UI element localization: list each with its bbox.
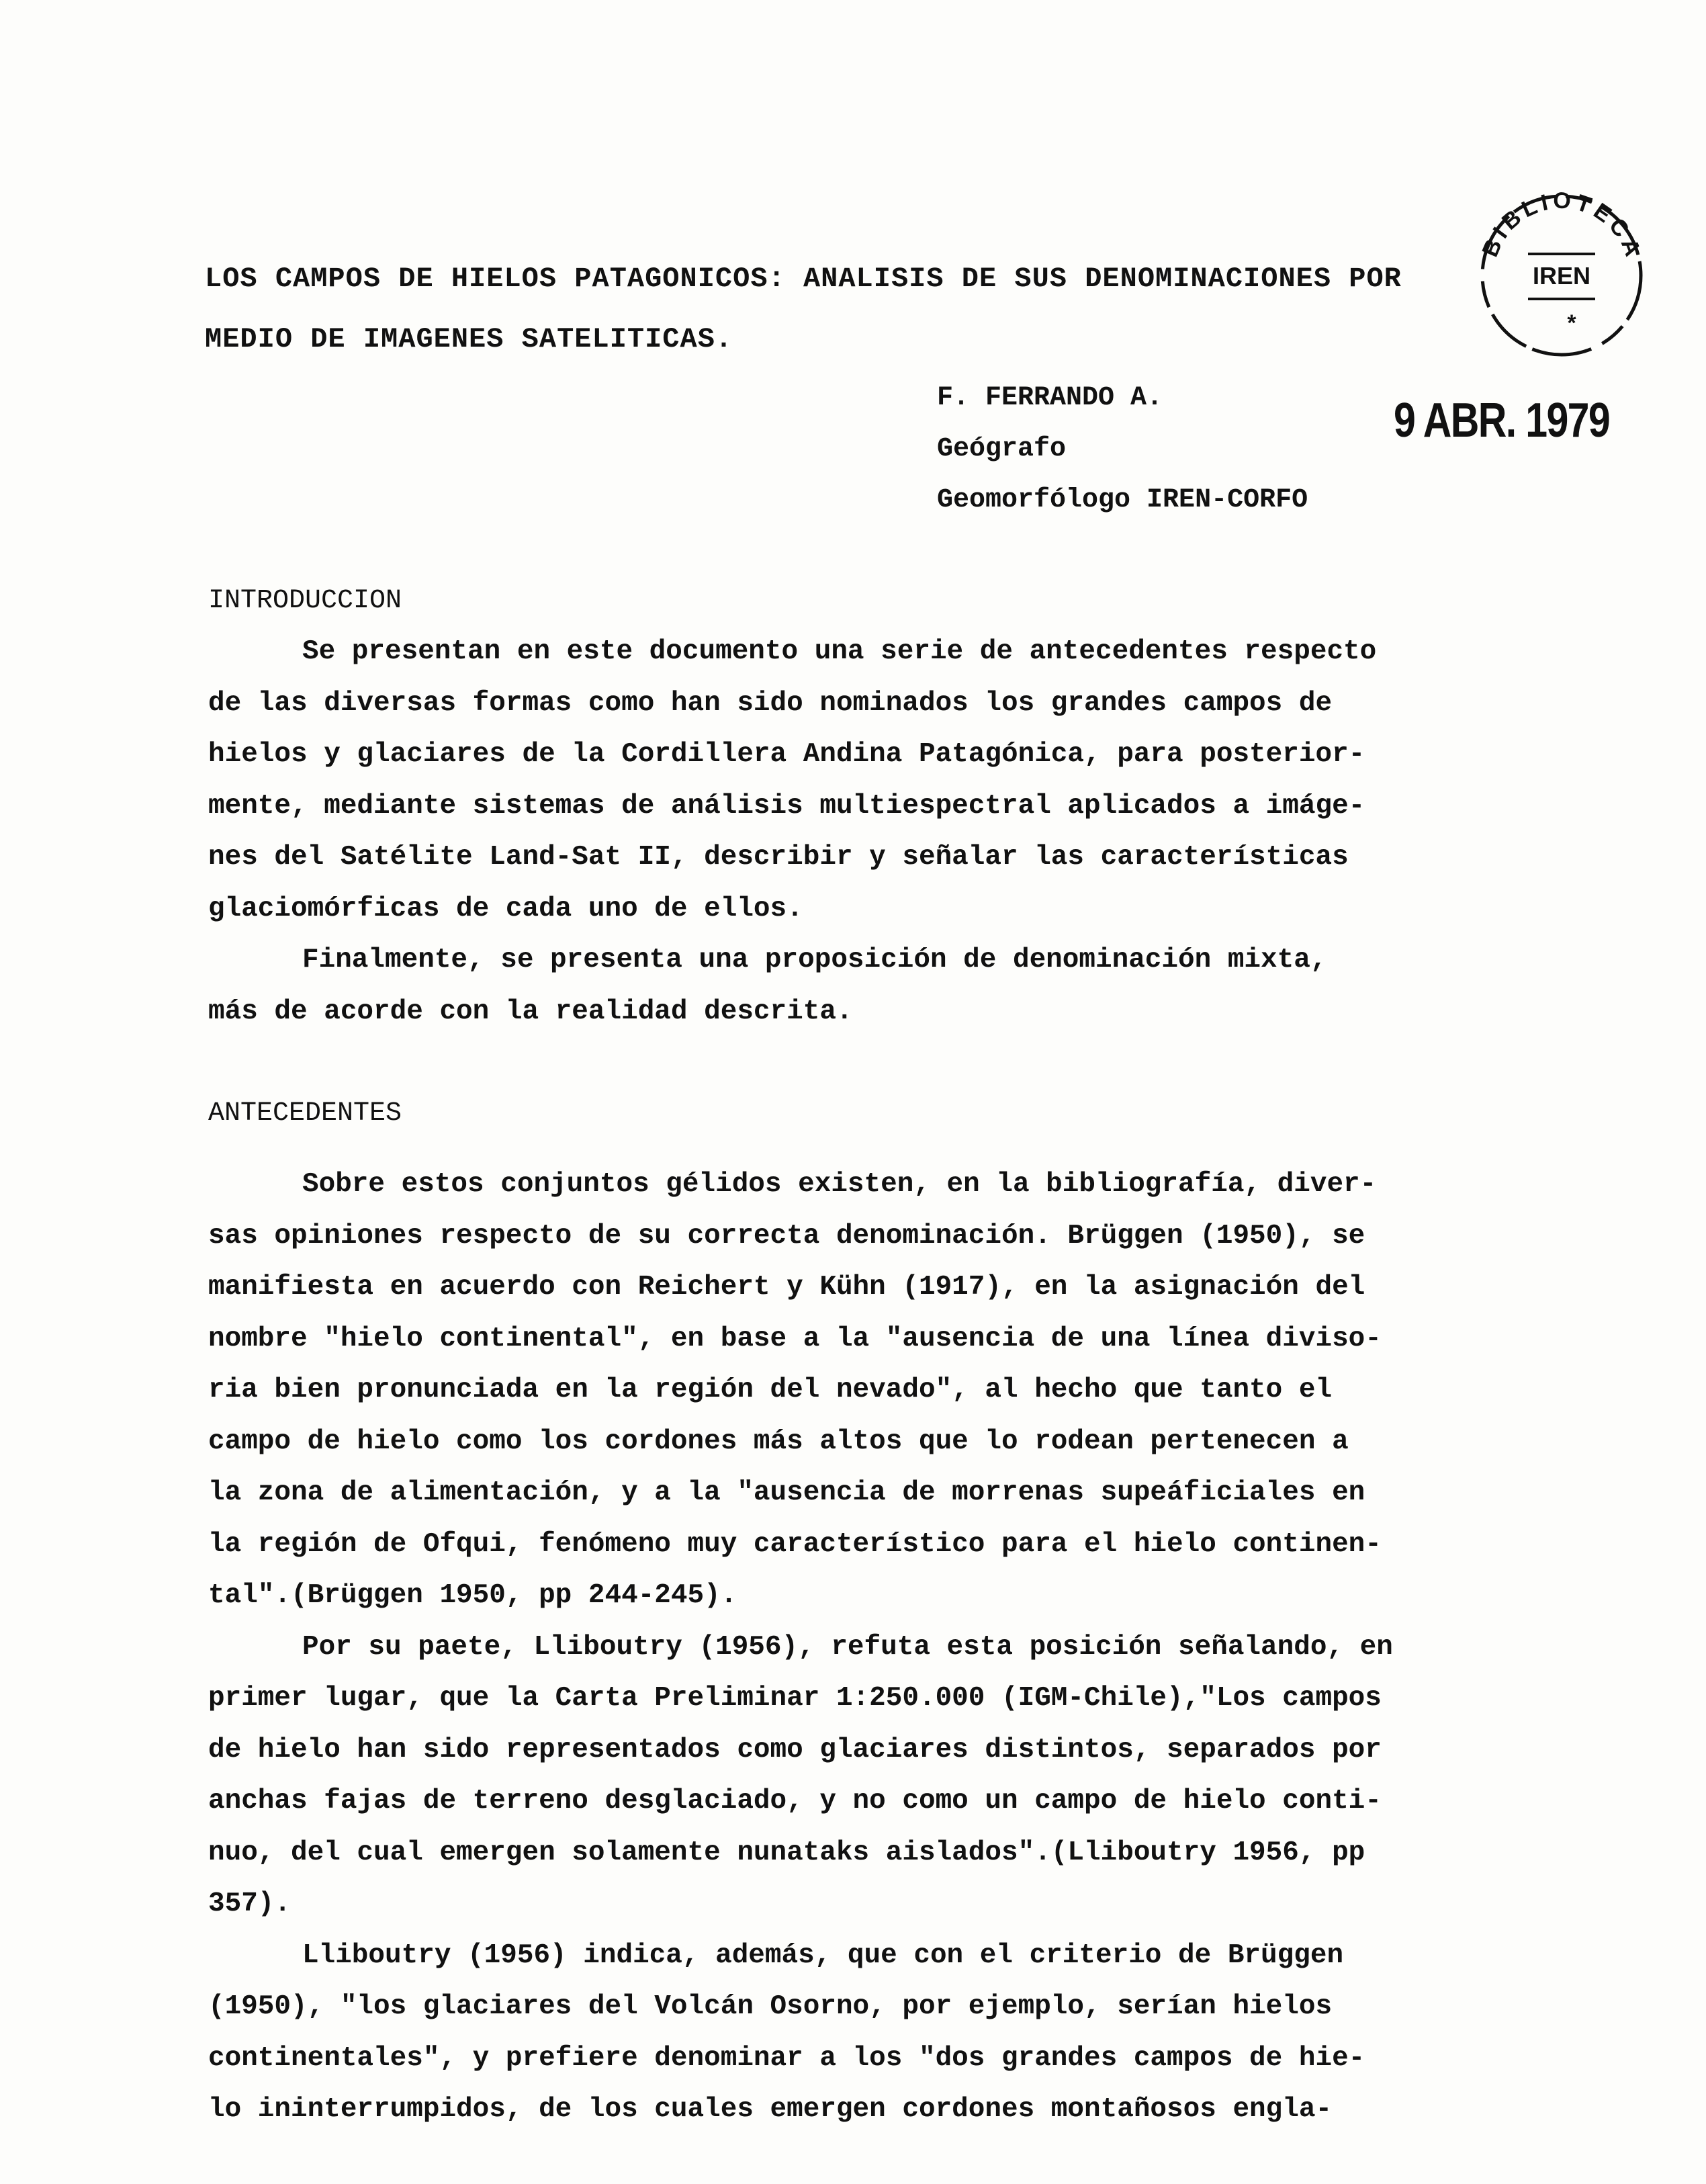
- text-line: Se presentan en este documento una serie de antecedentes respecto: [302, 636, 1377, 667]
- text-line: mente, mediante sistemas de análisis multiespectral aplicados a imáge-: [208, 790, 1365, 822]
- text-line: manifiesta en acuerdo con Reichert y Kühn (1917), en la asignación del: [208, 1272, 1365, 1303]
- text-line: nuo, del cual emergen solamente nunataks aislados".(Lliboutry 1956, pp: [208, 1837, 1365, 1868]
- text-line: campo de hielo como los cordones más altos que lo rodean pertenecen a: [208, 1426, 1349, 1457]
- text-line: la región de Ofqui, fenómeno muy característico para el hielo continen-: [208, 1528, 1382, 1560]
- stamp-arc-text: BIBLIOTECA: [1477, 187, 1648, 263]
- text-line: nes del Satélite Land-Sat II, describir y señalar las características: [208, 842, 1349, 873]
- author-role-1: Geógrafo: [937, 434, 1067, 464]
- heading-antecedentes: ANTECEDENTES: [208, 1098, 402, 1129]
- stamp-center-text: IREN: [1532, 262, 1591, 290]
- text-line: lo ininterrumpidos, de los cuales emergen cordones montañosos engla-: [208, 2094, 1333, 2125]
- library-stamp-icon: [1464, 175, 1659, 363]
- title-line-1: LOS CAMPOS DE HIELOS PATAGONICOS: ANALISIS DE SUS DENOMINACIONES POR: [205, 263, 1402, 295]
- text-line: nombre "hielo continental", en base a la "ausencia de una línea diviso-: [208, 1323, 1382, 1354]
- author-name: F. FERRANDO A.: [937, 383, 1163, 413]
- title-line-2: MEDIO DE IMAGENES SATELITICAS.: [205, 323, 733, 355]
- svg-text:BIBLIOTECA: [1477, 188, 1647, 263]
- text-line: anchas fajas de terreno desglaciado, y no como un campo de hielo conti-: [208, 1786, 1382, 1817]
- text-line: de hielo han sido representados como glaciares distintos, separados por: [208, 1734, 1382, 1765]
- text-line: Sobre estos conjuntos gélidos existen, en la bibliografía, diver-: [302, 1169, 1377, 1200]
- text-line: sas opiniones respecto de su correcta denominación. Brüggen (1950), se: [208, 1220, 1365, 1252]
- text-line: Por su paete, Lliboutry (1956), refuta esta posición señalando, en: [302, 1631, 1393, 1663]
- text-line: continentales", y prefiere denominar a los "dos grandes campos de hie-: [208, 2042, 1365, 2074]
- stamp-star: *: [1567, 310, 1576, 336]
- text-line: Finalmente, se presenta una proposición de denominación mixta,: [302, 945, 1327, 975]
- text-line: de las diversas formas como han sido nominados los grandes campos de: [208, 687, 1333, 719]
- text-line: glaciomórficas de cada uno de ellos.: [208, 893, 803, 924]
- text-line: ria bien pronunciada en la región del nevado", al hecho que tanto el: [208, 1374, 1333, 1405]
- author-block: [937, 373, 1308, 526]
- text-line: primer lugar, que la Carta Preliminar 1:250.000 (IGM-Chile),"Los campos: [208, 1683, 1382, 1714]
- paragraph-antecedentes: [208, 1159, 1525, 2136]
- heading-introduccion: INTRODUCCION: [208, 586, 402, 616]
- text-line: (1950), "los glaciares del Volcán Osorno, por ejemplo, serían hielos: [208, 1991, 1333, 2022]
- text-line: Lliboutry (1956) indica, además, que con el criterio de Brüggen: [302, 1939, 1344, 1971]
- document-title: [205, 249, 1481, 369]
- paragraph-introduccion: [208, 626, 1525, 1037]
- text-line: la zona de alimentación, y a la "ausencia de morrenas supeáficiales en: [208, 1477, 1365, 1508]
- text-line: hielos y glaciares de la Cordillera Andina Patagónica, para posterior-: [208, 739, 1365, 770]
- text-line: tal".(Brüggen 1950, pp 244-245).: [208, 1580, 737, 1611]
- text-line: más de acorde con la realidad descrita.: [208, 996, 853, 1027]
- text-line: 357).: [208, 1888, 291, 1919]
- author-role-2: Geomorfólogo IREN-CORFO: [937, 485, 1308, 515]
- date-stamp: 9 ABR. 1979: [1394, 394, 1610, 447]
